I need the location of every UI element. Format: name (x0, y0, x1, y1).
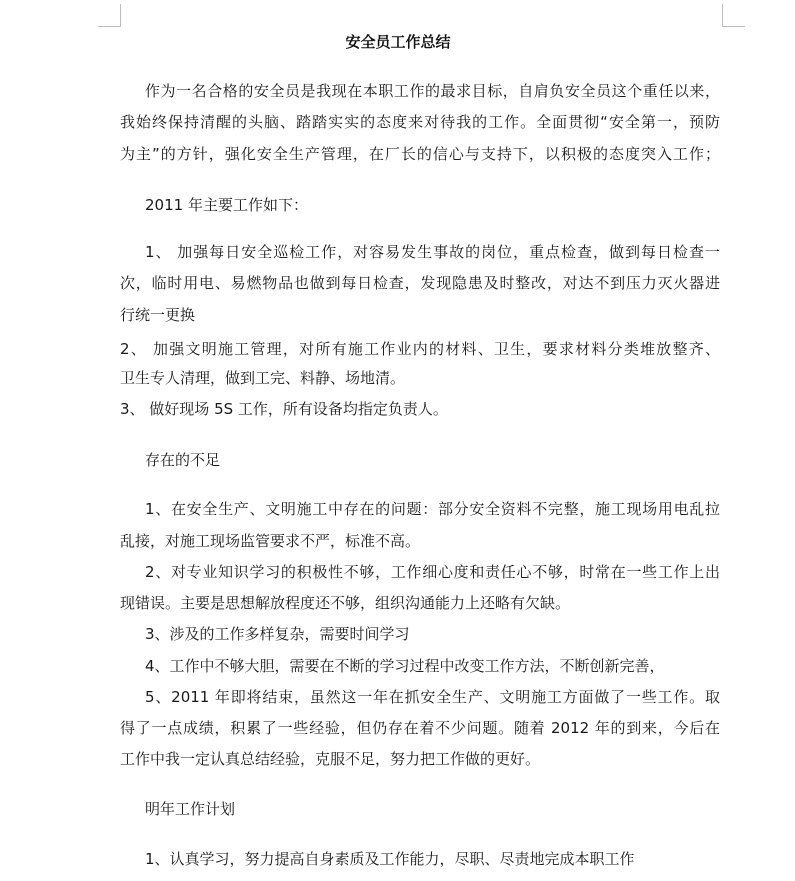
list-item-line: 工作中我一定认真总结经验，克服不足，努力把工作做的更好。 (120, 750, 541, 768)
list-item-line: 2、对专业知识学习的积极性不够，工作细心度和责任心不够，时常在一些工作上出 (145, 563, 720, 581)
list-item-line: 3、涉及的工作多样复杂，需要时间学习 (145, 625, 410, 643)
list-item-line: 得了一点成绩，积累了一些经验，但仍存在着不少问题。随着 2012 年的到来，今后在 (120, 719, 720, 737)
list-item-line: 2、 加强文明施工管理，对所有施工作业内的材料、卫生，要求材料分类堆放整齐、 (120, 340, 720, 358)
page-corner-mark-top-right (722, 4, 745, 27)
list-item-line: 行统一更换 (120, 306, 196, 324)
paragraph-line: 作为一名合格的安全员是我现在本职工作的最求目标，自肩负安全员这个重任以来， (145, 82, 720, 100)
section-heading: 明年工作计划 (145, 800, 236, 818)
list-item-line: 3、 做好现场 5S 工作，所有设备均指定负责人。 (120, 400, 448, 418)
list-item-line: 现错误。主要是思想解放程度还不够，组织沟通能力上还略有欠缺。 (120, 594, 571, 612)
list-item-line: 5、2011 年即将结束，虽然这一年在抓安全生产、文明施工方面做了一些工作。取 (145, 688, 720, 706)
paragraph-line: 我始终保持清醒的头脑、踏踏实实的态度来对待我的工作。全面贯彻“安全第一，预防 (120, 113, 720, 131)
page-corner-mark-top-left (98, 4, 121, 27)
list-item-line: 乱接，对施工现场监管要求不严，标准不高。 (120, 532, 421, 550)
list-item-line: 次，临时用电、易燃物品也做到每日检查，发现隐患及时整改，对达不到压力灭火器进 (120, 274, 720, 292)
list-item-line: 1、 加强每日安全巡检工作，对容易发生事故的岗位，重点检查，做到每日检查一 (145, 243, 720, 261)
list-item-line: 卫生专人清理，做到工完、料静、场地清。 (120, 369, 406, 387)
paragraph-line: 为主”的方针，强化安全生产管理，在厂长的信心与支持下，以积极的态度突入工作； (120, 145, 720, 163)
section-heading: 存在的不足 (145, 451, 221, 469)
list-item-line: 4、工作中不够大胆，需要在不断的学习过程中改变工作方法，不断创新完善， (145, 657, 665, 675)
list-item-line: 1、在安全生产、文明施工中存在的问题：部分安全资料不完整，施工现场用电乱拉 (145, 500, 720, 518)
document-title: 安全员工作总结 (345, 33, 451, 51)
section-heading: 2011 年主要工作如下： (145, 196, 308, 214)
list-item-line: 1、认真学习，努力提高自身素质及工作能力，尽职、尽责地完成本职工作 (145, 850, 635, 868)
